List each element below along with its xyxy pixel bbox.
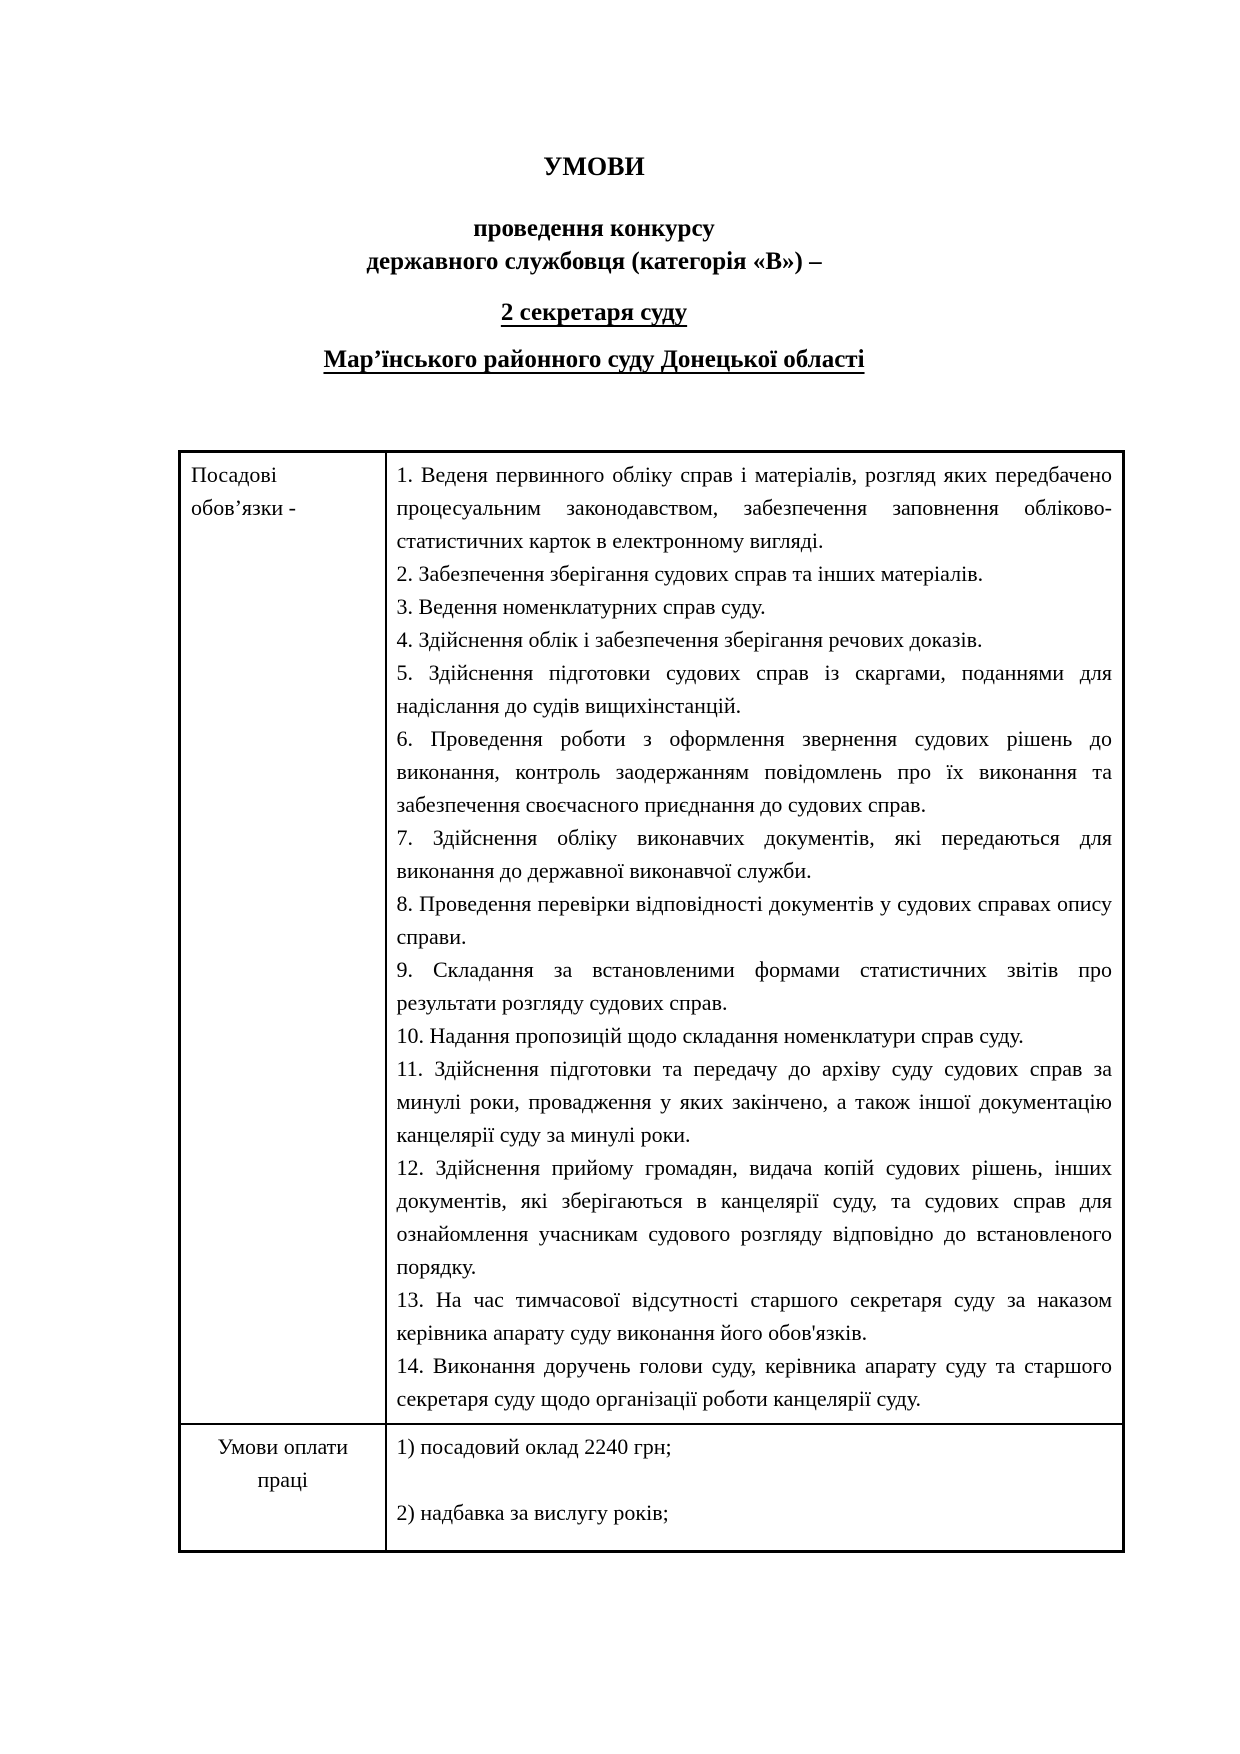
pay-item-2: 2) надбавка за вислугу років; [396,1500,669,1525]
duty-item-4: 4. Здійснення облік і забезпечення зберігання речових доказів. [396,627,983,652]
duties-list [386,452,1124,1425]
duty-item-6: 6. Проведення роботи з оформлення звернення судових рішень до виконання, контроль заодержанням повідомлень про їх виконання та забезпечення своєчасного приєднання до судових справ. [396,726,1112,817]
doc-court-heading [172,343,1016,376]
doc-position-heading [172,296,1016,329]
duty-item-13: 13. На час тимчасової відсутності старшого секретаря суду за наказом керівника апарату суду виконання його обов'язків. [396,1287,1112,1345]
duty-item-8: 8. Проведення перевірки відповідності документів у судових справах опису справи. [396,891,1112,949]
duty-item-3: 3. Ведення номенклатурних справ суду. [396,594,766,619]
table-row-pay [180,1424,1124,1552]
court-heading-text: Мар’їнського районного суду Донецької області [323,346,865,373]
duties-row-label: Посадові обов’язки - [180,452,386,1425]
pay-list [386,1424,1124,1552]
duty-item-12: 12. Здійснення прийому громадян, видача копій судових рішень, інших документів, які зберігаються в канцелярії суду, та судових справ для ознайомлення учасникам судового розгляду відповідно до встановленого порядку. [396,1155,1112,1279]
doc-subtitle-line1: проведення конкурсу [473,215,715,242]
duty-item-7: 7. Здійснення обліку виконавчих документів, які передаються для виконання до державної виконавчої служби. [396,825,1112,883]
duty-item-9: 9. Складання за встановленими формами статистичних звітів про результати розгляду судових справ. [396,957,1112,1015]
conditions-table [178,450,1125,1553]
duty-item-14: 14. Виконання доручень голови суду, керівника апарату суду та старшого секретаря суду щодо організації роботи канцелярії суду. [396,1353,1112,1411]
duty-item-2: 2. Забезпечення зберігання судових справ та інших матеріалів. [396,561,984,586]
position-heading-text: 2 секретаря суду [500,299,688,326]
doc-subtitle-line2: державного службовця (категорія «В») – [366,248,822,275]
blank-line [397,1463,1113,1496]
pay-row-label: Умови оплати праці [180,1424,386,1552]
doc-title: УМОВИ [543,152,645,181]
duty-item-5: 5. Здійснення підготовки судових справ із скаргами, поданнями для надіслання до судів вищихінстанцій. [396,660,1112,718]
document-headings [172,150,1016,376]
pay-item-1: 1) посадовий оклад 2240 грн; [396,1434,672,1459]
duty-item-10: 10. Надання пропозицій щодо складання номенклатури справ суду. [396,1023,1024,1048]
duty-item-11: 11. Здійснення підготовки та передачу до архіву суду судових справ за минулі роки, провадження у яких закінчено, а також іншої документацію канцелярії суду за минулі роки. [396,1056,1112,1147]
table-row-duties [180,452,1124,1425]
duty-item-1: 1. Веденя первинного обліку справ і матеріалів, розгляд яких передбачено процесуальним законодавством, забезпечення заповнення обліково-статистичних карток в електронному вигляді. [396,462,1112,553]
